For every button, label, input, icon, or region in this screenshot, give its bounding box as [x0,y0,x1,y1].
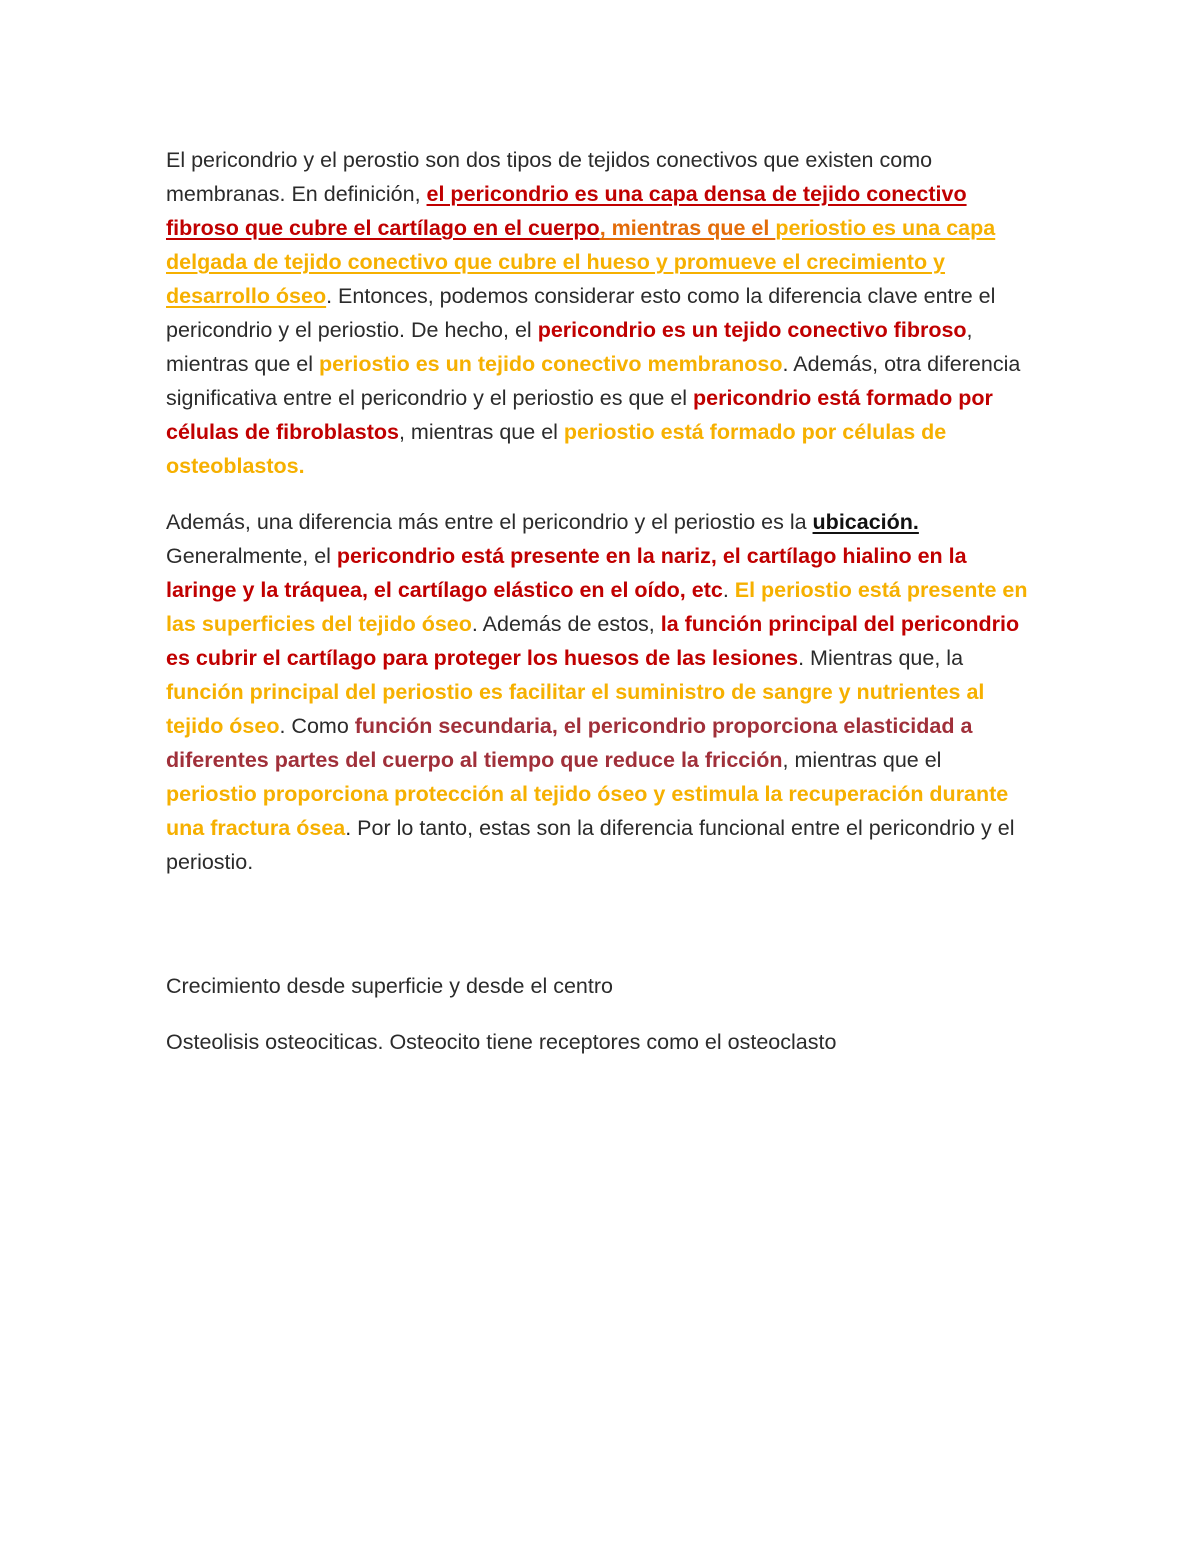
highlight-pericondrio-location: pericondrio está presente en la nariz, el cartílago hialino en la laringe y la tráquea, el cartílago elástico en el oído, etc [166,544,967,602]
paragraph-location-function [166,505,1038,879]
blank-space [166,879,1038,969]
text-run: , mientras que el [782,748,942,772]
paragraph-differences-intro [166,143,1038,483]
text-run: . Además, otra diferencia significativa entre el pericondrio y el periostio es que el [166,352,1021,410]
note-growth: Crecimiento desde superficie y desde el centro [166,974,613,998]
highlight-periostio-secondary-function: periostio proporciona protección al tejido óseo y estimula la recuperación durante una fractura ósea [166,782,1009,840]
text-run: Generalmente, el [166,544,337,568]
text-run: El pericondrio y el perostio son dos tipos de tejidos conectivos que existen como membranas. En definición, [166,148,933,206]
text-run: . Como [279,714,355,738]
highlight-periostio-location: El periostio está presente en las superficies del tejido óseo [166,578,1028,636]
highlight-pericondrio-secondary-function: función secundaria, el pericondrio proporciona elasticidad a diferentes partes del cuerpo al tiempo que reduce la fricción [166,714,973,772]
text-run: , mientras que el [166,318,973,376]
highlight-periostio-function: función principal del periostio es facilitar el suministro de sangre y nutrientes al tejido óseo [166,680,985,738]
highlight-periostio-definition: periostio es una capa delgada de tejido conectivo que cubre el hueso y promueve el crecimiento y desarrollo óseo [166,216,996,308]
text-run: . Entonces, podemos considerar esto como la diferencia clave entre el pericondrio y el periostio. De hecho, el [166,284,996,342]
highlight-pericondrio-function: la función principal del pericondrio es cubrir el cartílago para proteger los huesos de las lesiones [166,612,1020,670]
highlight-pericondrio-cells: pericondrio está formado por células de fibroblastos [166,386,993,444]
text-run: . Mientras que, la [798,646,964,670]
text-run: . Por lo tanto, estas son la diferencia funcional entre el pericondrio y el periostio. [166,816,1015,874]
text-run: Además, una diferencia más entre el pericondrio y el periostio es la [166,510,813,534]
text-run: . [722,578,735,602]
highlight-pericondrio-definition: el pericondrio es una capa densa de tejido conectivo fibroso que cubre el cartílago en el cuerpo [166,182,967,240]
text-run: . Además de estos, [471,612,661,636]
highlight-pericondrio-type: pericondrio es un tejido conectivo fibroso [537,318,967,342]
note-osteolysis: Osteolisis osteociticas. Osteocito tiene receptores como el osteoclasto [166,1030,837,1054]
text-run-connector: , mientras que el [599,216,776,240]
text-run: , mientras que el [398,420,564,444]
highlight-ubicacion: ubicación. [812,510,919,534]
document-page [166,143,1038,1081]
highlight-periostio-cells: periostio está formado por células de osteoblastos. [166,420,947,478]
highlight-periostio-type: periostio es un tejido conectivo membranoso [318,352,783,376]
